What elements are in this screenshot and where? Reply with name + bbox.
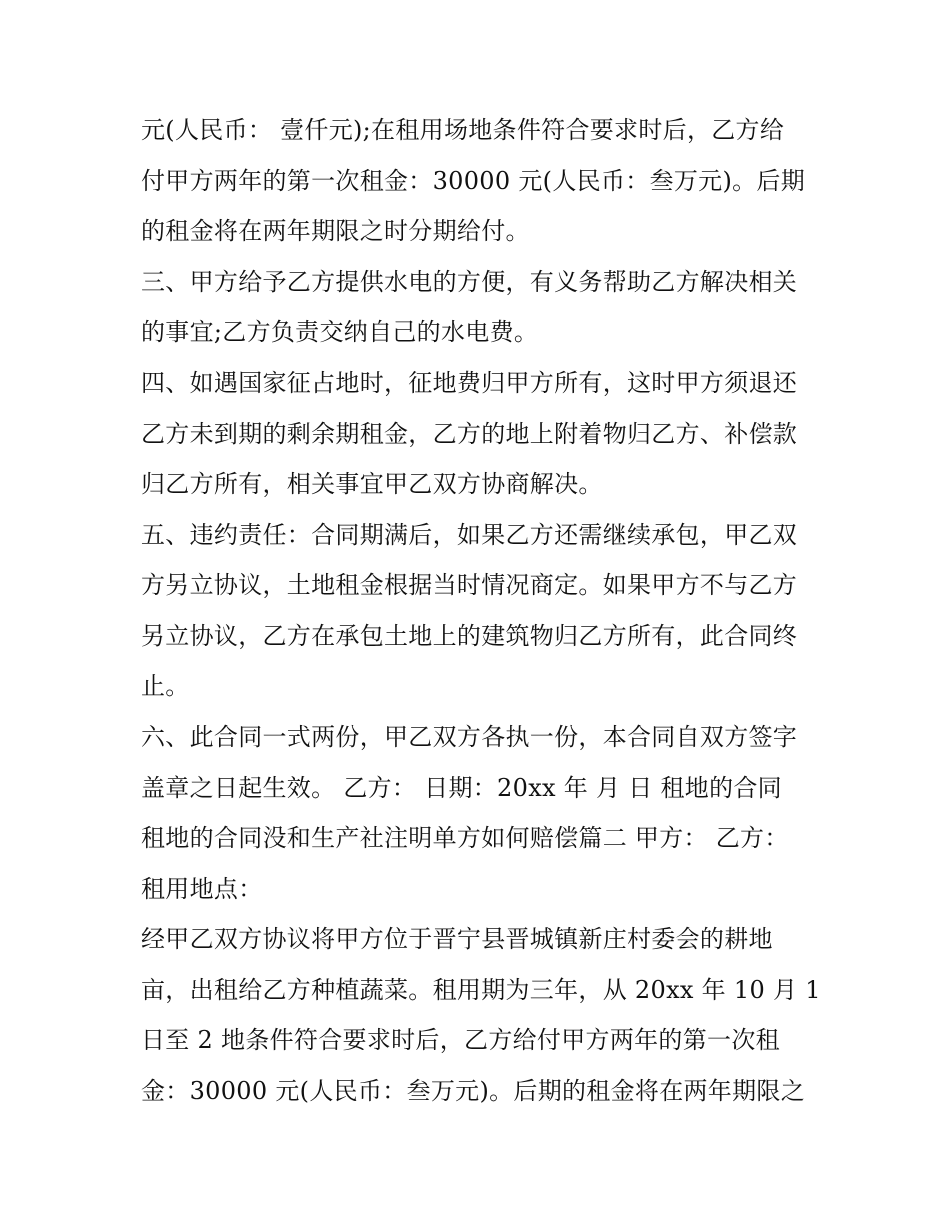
text-line: 元(人民币： 壹仟元);在租用场地条件符合要求时后，乙方给	[141, 116, 785, 144]
text-line: 租地的合同没和生产社注明单方如何赔偿篇二 甲方： 乙方：	[141, 824, 789, 852]
text-line: 三、甲方给予乙方提供水电的方便，有义务帮助乙方解决相关	[141, 268, 798, 296]
text-line: 的事宜;乙方负责交纳自己的水电费。	[141, 318, 539, 346]
text-line: 另立协议，乙方在承包土地上的建筑物归乙方所有，此合同终	[141, 622, 798, 650]
text-line: 方另立协议，土地租金根据当时情况商定。如果甲方不与乙方	[141, 571, 798, 599]
text-line: 归乙方所有，相关事宜甲乙双方协商解决。	[141, 470, 603, 498]
text-line: 乙方未到期的剩余期租金，乙方的地上附着物归乙方、补偿款	[141, 420, 798, 448]
text-line: 的租金将在两年期限之时分期给付。	[141, 217, 530, 245]
text-line: 止。	[141, 672, 190, 700]
text-line: 租用地点：	[141, 875, 263, 903]
text-line: 五、违约责任：合同期满后，如果乙方还需继续承包，甲乙双	[141, 521, 798, 549]
text-line: 六、此合同一式两份，甲乙双方各执一份，本合同自双方签字	[141, 723, 798, 751]
text-line: 日至 2 地条件符合要求时后，乙方给付甲方两年的第一次租	[141, 1026, 780, 1054]
text-line: 四、如遇国家征占地时，征地费归甲方所有，这时甲方须退还	[141, 369, 798, 397]
text-line: 经甲乙双方协议将甲方位于晋宁县晋城镇新庄村委会的耕地	[141, 925, 773, 953]
text-line: 付甲方两年的第一次租金：30000 元(人民币：叁万元)。后期	[141, 167, 806, 195]
text-line: 金：30000 元(人民币：叁万元)。后期的租金将在两年期限之	[141, 1077, 806, 1105]
text-line: 亩，出租给乙方种植蔬菜。租用期为三年，从 20xx 年 10 月 1	[141, 976, 821, 1004]
text-line: 盖章之日起生效。 乙方： 日期：20xx 年 月 日 租地的合同	[141, 774, 782, 802]
